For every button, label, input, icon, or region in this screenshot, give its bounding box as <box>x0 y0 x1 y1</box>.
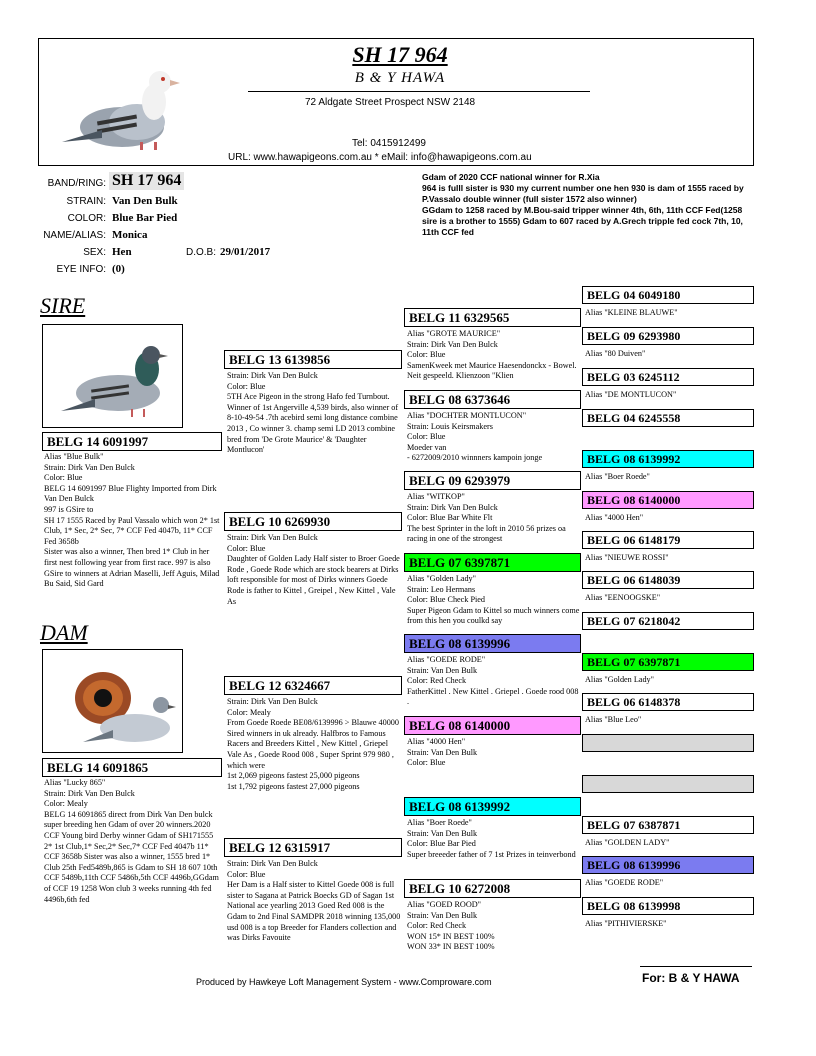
gen4-alias-5: Alias "Boer Roede" <box>585 472 650 481</box>
gen4-band-8: BELG 06 6148039 <box>582 571 754 589</box>
band-value: SH 17 964 <box>109 172 184 190</box>
ssd-details: Alias "DOCHTER MONTLUCON" Strain: Louis Keirsmakers Color: Blue Moeder van - 6272009/2010 winnners kampoin jonge <box>407 411 543 463</box>
sss-details: Alias "GROTE MAURICE" Strain: Dirk Van Den Bulck Color: Blue SamenKweek met Maurice Haesendonckx - Bowel. Neit gespeeld. Klienzoon "Klien <box>407 329 577 381</box>
sds-details: Alias "WITKOP" Strain: Dirk Van Den Bulck Color: Blue Bar White Flt The best Sprinter in the loft in 2010 56 prizes oa racing in one of the strongest <box>407 492 566 544</box>
ddd-details: Alias "GOED ROOD" Strain: Van Den Bulk Color: Red Check WON 15* IN BEST 100% WON 33* IN BEST 100% <box>407 900 495 952</box>
header-url: URL: www.hawapigeons.com.au * eMail: info@hawapigeons.com.au <box>228 152 532 163</box>
sdd-band: BELG 07 6397871 <box>404 553 581 572</box>
sire-band: BELG 14 6091997 <box>42 432 222 451</box>
dss-band: BELG 08 6139996 <box>404 634 581 653</box>
gen4-alias-2: Alias "80 Duiven" <box>585 349 646 358</box>
gen4-band-7: BELG 06 6148179 <box>582 531 754 549</box>
name-value: Monica <box>112 229 148 241</box>
gen4-empty-1 <box>582 734 754 752</box>
main-pigeon-photo <box>42 42 192 150</box>
dss-details: Alias "GOEDE RODE" Strain: Van Den Bulk Color: Red Check FatherKittel . New Kittel . Griepel . Goede rood 008 . <box>407 655 579 707</box>
gen4-alias-12: Alias "GOLDEN LADY" <box>585 838 670 847</box>
sire-photo <box>42 324 183 428</box>
gen4-alias-10: Alias "Golden Lady" <box>585 675 654 684</box>
gen4-band-2: BELG 09 6293980 <box>582 327 754 345</box>
header-divider <box>248 91 590 92</box>
dam-photo <box>42 649 183 753</box>
gen4-band-6: BELG 08 6140000 <box>582 491 754 509</box>
ddd-band: BELG 10 6272008 <box>404 879 581 898</box>
sire-section-title: SIRE <box>40 293 86 318</box>
ssd-band: BELG 08 6373646 <box>404 390 581 409</box>
header-ring-title: SH 17 964 <box>352 42 448 67</box>
ds-details: Strain: Dirk Van Den Bulck Color: Mealy From Goede Roede BE08/6139996 > Blauwe 40000 Sired winners in uk already. Halfbros to Famous Racers and Breeders Kittel , New Kittel , Griepel Vale As , Goede Rood 008 , Super Sprint 979 980 , which were 1st 2,069 pigeons fastest 25,000 pigeons 1st 1,792 pigeons fastest 27,000 pigeons <box>227 697 399 791</box>
gen4-alias-3: Alias "DE MONTLUCON" <box>585 390 677 399</box>
gen4-band-1: BELG 04 6049180 <box>582 286 754 304</box>
footer-for: For: B & Y HAWA <box>642 971 740 985</box>
dob-label: D.O.B: <box>186 247 217 258</box>
gen4-band-9: BELG 07 6218042 <box>582 612 754 630</box>
header-owner: B & Y HAWA <box>354 70 446 86</box>
sss-band: BELG 11 6329565 <box>404 308 581 327</box>
band-label: BAND/RING: <box>47 178 106 189</box>
sds-band: BELG 09 6293979 <box>404 471 581 490</box>
gen4-alias-1: Alias "KLEINE BLAUWE" <box>585 308 678 317</box>
gen4-band-11: BELG 06 6148378 <box>582 693 754 711</box>
eye-value: (0) <box>112 263 125 275</box>
dam-section-title: DAM <box>40 620 88 645</box>
dob-value: 29/01/2017 <box>220 246 271 258</box>
gen4-band-3: BELG 03 6245112 <box>582 368 754 386</box>
sdd-details: Alias "Golden Lady" Strain: Leo Hermans Color: Blue Check Pied Super Pigeon Gdam to Kittel so much winners come from this hen you coulkd say <box>407 574 580 626</box>
gen4-band-13: BELG 08 6139996 <box>582 856 754 874</box>
sex-value: Hen <box>112 246 132 258</box>
gen4-alias-11: Alias "Blue Leo" <box>585 715 642 724</box>
name-label: NAME/ALIAS: <box>43 230 106 241</box>
gen4-band-4: BELG 04 6245558 <box>582 409 754 427</box>
ss-details: Strain: Dirk Van Den Bulck Color: Blue 5TH Ace Pigeon in the strong Hafo fed Turnbout. Winner of 1st Angerville 4,539 birds, also winner of 8-10-49-54 .7th acebird semi long distance combine 2013 , Co winner 3. champ semi LD 2013 combine bred from 'De Grote Maurice' & 'Daughter Montlucon' <box>227 371 399 455</box>
pigeon-icon <box>42 42 192 150</box>
gen4-alias-8: Alias "EENOOGSKE" <box>585 593 661 602</box>
pigeon-notes: Gdam of 2020 CCF national winner for R.Xia 964 is fulll sister is 930 my current number one hen 930 is dam of 1555 raced by P.Vassalo double winner (full sister 1572 also winner) GGdam to 1258 raced by M.Bou-said tripper winner 4th, 6th, 11th CCF Fed(1258 sire is a brother to 1555) Gdam to 607 raced by A.Grech tripple fed cock 7th, 10, 11th CCF fed <box>422 172 744 237</box>
footer-divider <box>640 966 752 967</box>
color-value: Blue Bar Pied <box>112 212 178 224</box>
dsd-details: Alias "4000 Hen" Strain: Van Den Bulk Color: Blue <box>407 737 478 768</box>
dsd-band: BELG 08 6140000 <box>404 716 581 735</box>
ds-band: BELG 12 6324667 <box>224 676 402 695</box>
dam-band: BELG 14 6091865 <box>42 758 222 777</box>
pigeon-icon <box>43 325 183 428</box>
gen4-alias-14: Alias "PITHIVIERSKE" <box>585 919 667 928</box>
dd-details: Strain: Dirk Van Den Bulck Color: Blue Her Dam is a Half sister to Kittel Goede 008 is full sister to Sagana at Patrick Boecks GD of Sagan 1st National ace yearling 2013 Goed Red 008 is the Gdam to 2nd Final SAMDPR 2018 winning 135,000 usd 008 is a top Breeder for Flanders collection and was Dirks Favouite <box>227 859 401 943</box>
gen4-band-12: BELG 07 6387871 <box>582 816 754 834</box>
dds-band: BELG 08 6139992 <box>404 797 581 816</box>
footer-produced-by: Produced by Hawkeye Loft Management System - www.Comproware.com <box>196 977 492 987</box>
sd-details: Strain: Dirk Van Den Bulck Color: Blue Daughter of Golden Lady Half sister to Broer Goede Rode , Goede Rode which are stock bearers at Dirks loft responsible for most of Dirks winners Goede Rode is father to Kittel , Greipel , New Kittel , Vale As <box>227 533 400 606</box>
strain-label: STRAIN: <box>66 196 106 207</box>
gen4-alias-6: Alias "4000 Hen" <box>585 513 644 522</box>
dds-details: Alias "Boer Roede" Strain: Van Den Bulk Color: Blue Bar Pied Super breeeder father of 7 1st Prizes in teinverbond <box>407 818 576 859</box>
pigeon-eye-icon <box>43 650 183 753</box>
gen4-alias-13: Alias "GOEDE RODE" <box>585 878 664 887</box>
dd-band: BELG 12 6315917 <box>224 838 402 857</box>
strain-value: Van Den Bulk <box>112 195 178 207</box>
header-tel: Tel: 0415912499 <box>352 138 426 149</box>
sex-label: SEX: <box>83 247 106 258</box>
eye-label: EYE INFO: <box>56 264 106 275</box>
header-address: 72 Aldgate Street Prospect NSW 2148 <box>305 97 476 108</box>
sd-band: BELG 10 6269930 <box>224 512 402 531</box>
dam-details: Alias "Lucky 865" Strain: Dirk Van Den Bulck Color: Mealy BELG 14 6091865 direct from Dirk Van Den bulck super breeding hen Gdam of over 20 winners.2020 CCF Young bird Derby winner Gdam of SH171555 2* 1st Club,1* Sec,2* Sec,7* CCF Fed 4047b 11* CCF 3658b Sister was also a winner, 1555 bred 1* Club 25th Fed5489b,865 is Gdam to SH 18 607 10th CCF 5489b,11th CCF 5486b,5th CCF 4496b,GGdam of CCF 19 1258 Won club 3 weeks running 4th fed 4496b,6th fed <box>44 778 219 904</box>
ss-band: BELG 13 6139856 <box>224 350 402 369</box>
gen4-alias-7: Alias "NIEUWE ROSSI" <box>585 553 669 562</box>
gen4-band-14: BELG 08 6139998 <box>582 897 754 915</box>
gen4-band-10: BELG 07 6397871 <box>582 653 754 671</box>
gen4-band-5: BELG 08 6139992 <box>582 450 754 468</box>
color-label: COLOR: <box>67 213 106 224</box>
gen4-empty-2 <box>582 775 754 793</box>
sire-details: Alias "Blue Bulk" Strain: Dirk Van Den Bulck Color: Blue BELG 14 6091997 Blue Flighty Imported from Dirk Van Den Bulck 997 is GSire to SH 17 1555 Raced by Paul Vassalo which won 2* 1st Club, 1* Sec, 2* Sec, 7* CCF Fed 4047b, 11* CCF Fed 3658b Sister was also a winner, Then bred 1* Club in her first nest following year from first race. 997 is also GSire to winners at Adrian Maselli, Jeff Aguis, Milad Bu Said, Sid Gard <box>44 452 220 589</box>
